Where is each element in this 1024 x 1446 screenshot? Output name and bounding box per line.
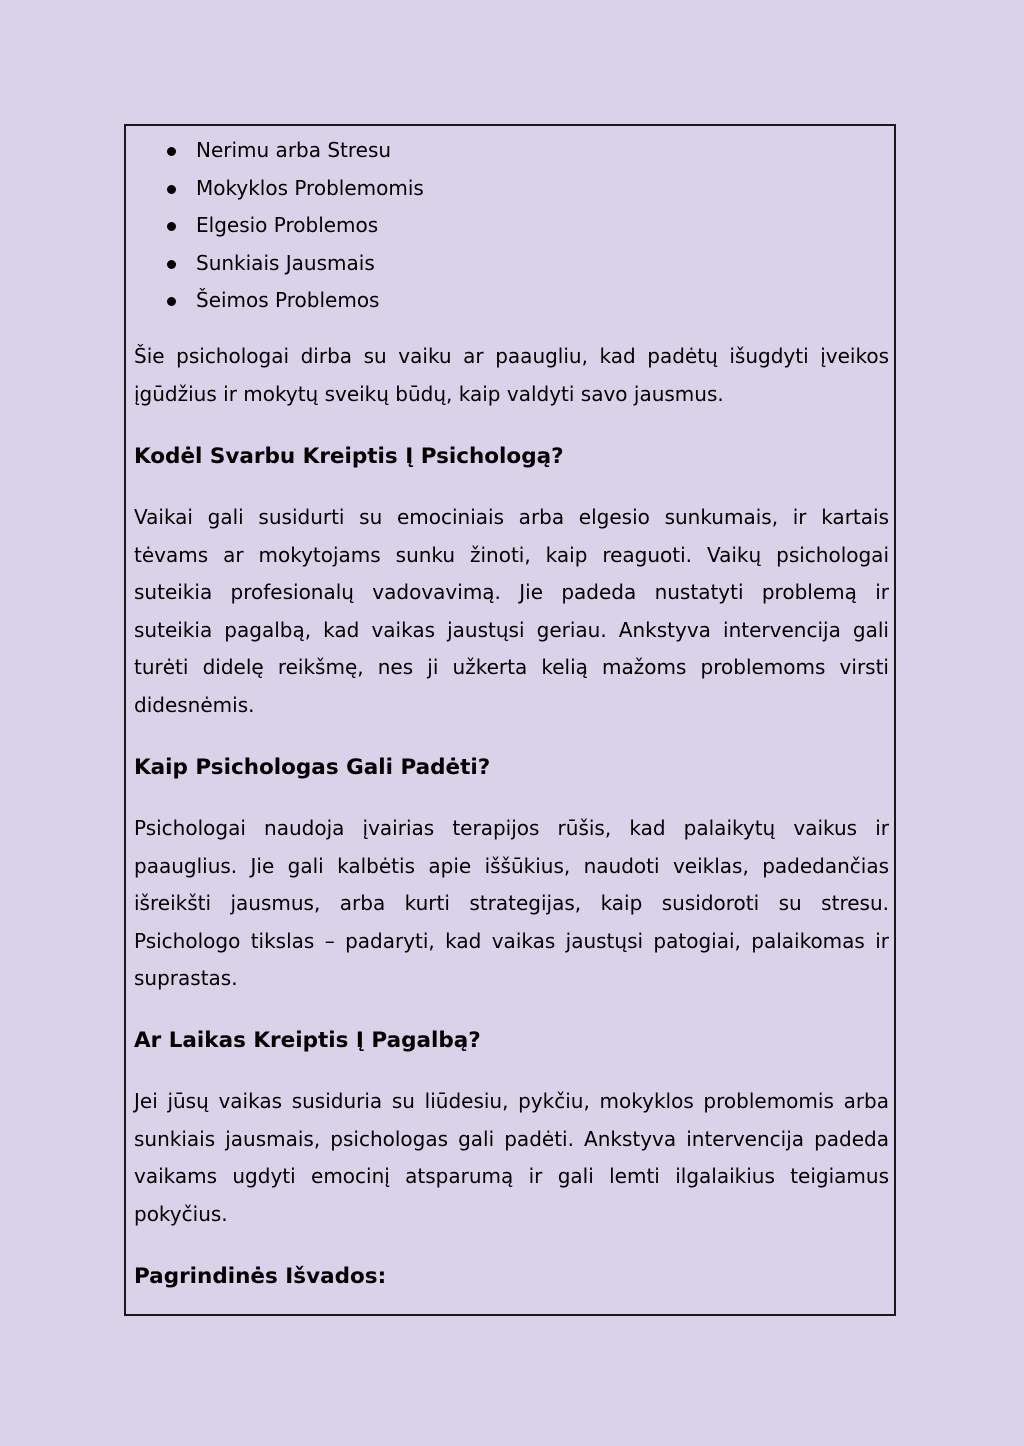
bullet-dot-icon <box>167 260 176 269</box>
list-item-text: Šeimos Problemos <box>196 288 380 312</box>
bullet-dot-icon <box>167 185 176 194</box>
list-item <box>166 207 424 245</box>
section-paragraph-when: Jei jūsų vaikas susiduria su liūdesiu, pykčiu, mokyklos problemomis arba sunkiais jausmais, psichologas gali padėti. Ankstyva intervencija padeda vaikams ugdyti emocinį atsparumą ir gali lemti ilgalaikius teigiamus pokyčius. <box>134 1089 889 1226</box>
list-item <box>166 245 424 283</box>
bullet-list <box>166 132 424 320</box>
list-item <box>166 132 424 170</box>
list-item <box>166 170 424 208</box>
section-heading-when: Ar Laikas Kreiptis Į Pagalbą? <box>134 1028 481 1053</box>
section-heading-how: Kaip Psichologas Gali Padėti? <box>134 755 491 780</box>
intro-paragraph: Šie psichologai dirba su vaiku ar paaugliu, kad padėtų išugdyti įveikos įgūdžius ir mokytų sveikų būdų, kaip valdyti savo jausmus. <box>134 344 889 406</box>
document-page <box>124 124 896 1316</box>
list-item-text: Nerimu arba Stresu <box>196 138 392 162</box>
list-item <box>166 282 424 320</box>
bullet-dot-icon <box>167 222 176 231</box>
list-item-text: Sunkiais Jausmais <box>196 250 375 275</box>
bullet-dot-icon <box>167 297 176 306</box>
list-item-text: Elgesio Problemos <box>196 213 379 237</box>
section-paragraph-why: Vaikai gali susidurti su emociniais arba elgesio sunkumais, ir kartais tėvams ar mokytojams sunku žinoti, kaip reaguoti. Vaikų psichologai suteikia profesionalų vadovavimą. Jie padeda nustatyti problemą ir suteikia pagalbą, kad vaikas jaustųsi geriau. Ankstyva intervencija gali turėti didelę reikšmę, nes ji užkerta kelią mažoms problemoms virsti didesnėmis. <box>134 505 889 717</box>
section-heading-why: Kodėl Svarbu Kreiptis Į Psichologą? <box>134 444 564 469</box>
final-heading: Pagrindinės Išvados: <box>134 1264 387 1289</box>
bullet-dot-icon <box>167 147 176 156</box>
section-paragraph-how: Psichologai naudoja įvairias terapijos rūšis, kad palaikytų vaikus ir paauglius. Jie gali kalbėtis apie iššūkius, naudoti veiklas, padedančias išreikšti jausmus, arba kurti strategijas, kaip susidoroti su stresu. Psichologo tikslas – padaryti, kad vaikas jaustųsi patogiai, palaikomas ir suprastas. <box>134 816 889 990</box>
list-item-text: Mokyklos Problemomis <box>196 175 424 200</box>
